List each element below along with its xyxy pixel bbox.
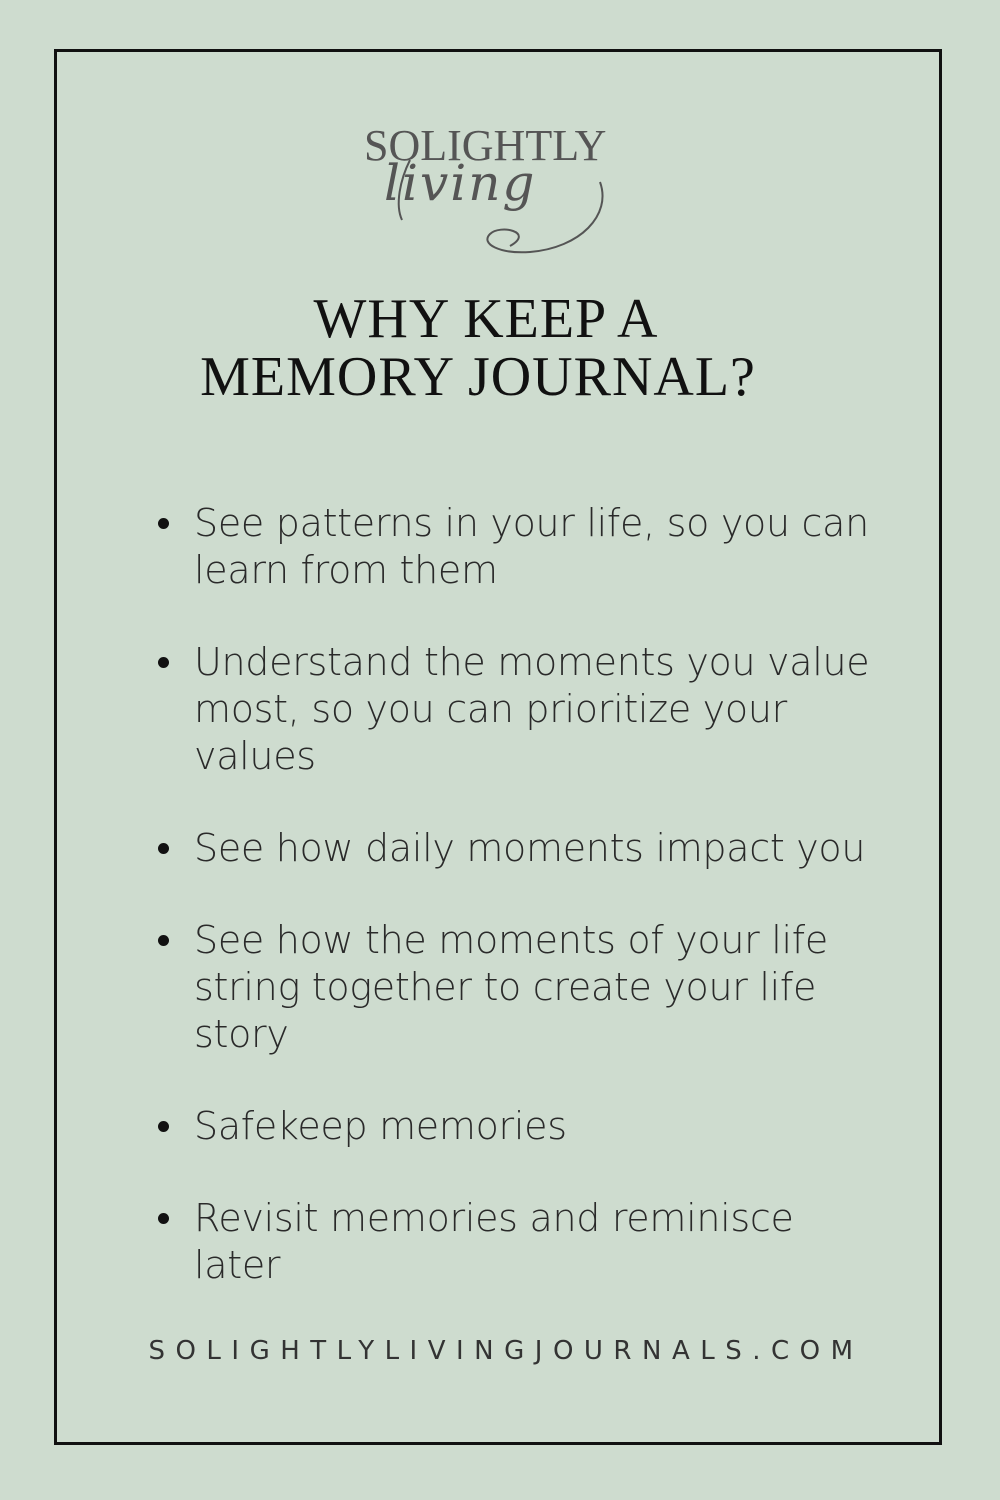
list-item-text: See how daily moments impact you [194,826,866,870]
brand-logo [350,120,650,270]
bullet-icon [158,518,169,529]
bullet-icon [158,843,169,854]
page-title [0,290,1000,406]
bullet-icon [158,1213,169,1224]
list-item [150,825,870,872]
list-item [150,1195,870,1289]
logo-wordmark: SOLIGHTLY [364,121,607,170]
list-item [150,500,870,594]
title-line-2: MEMORY JOURNAL? [200,346,756,408]
list-item-text: Revisit memories and reminisce later [194,1196,794,1287]
list-item-text: See how the moments of your life string together to create your life story [194,918,828,1056]
title-line-1: WHY KEEP A [313,288,659,350]
bullet-icon [158,935,169,946]
bullet-icon [158,1121,169,1132]
list-item [150,1103,870,1150]
logo-script-wordmark: living [384,154,537,212]
list-item [150,639,870,780]
benefits-list [150,500,870,1289]
list-item-text: Safekeep memories [194,1104,567,1148]
bullet-icon [158,657,169,668]
website-link[interactable]: SOLIGHTLYLIVINGJOURNALS.COM [148,1336,864,1366]
list-item [150,917,870,1058]
list-item-text: Understand the moments you value most, so you can prioritize your values [194,640,870,778]
list-item-text: See patterns in your life, so you can learn from them [194,501,869,592]
